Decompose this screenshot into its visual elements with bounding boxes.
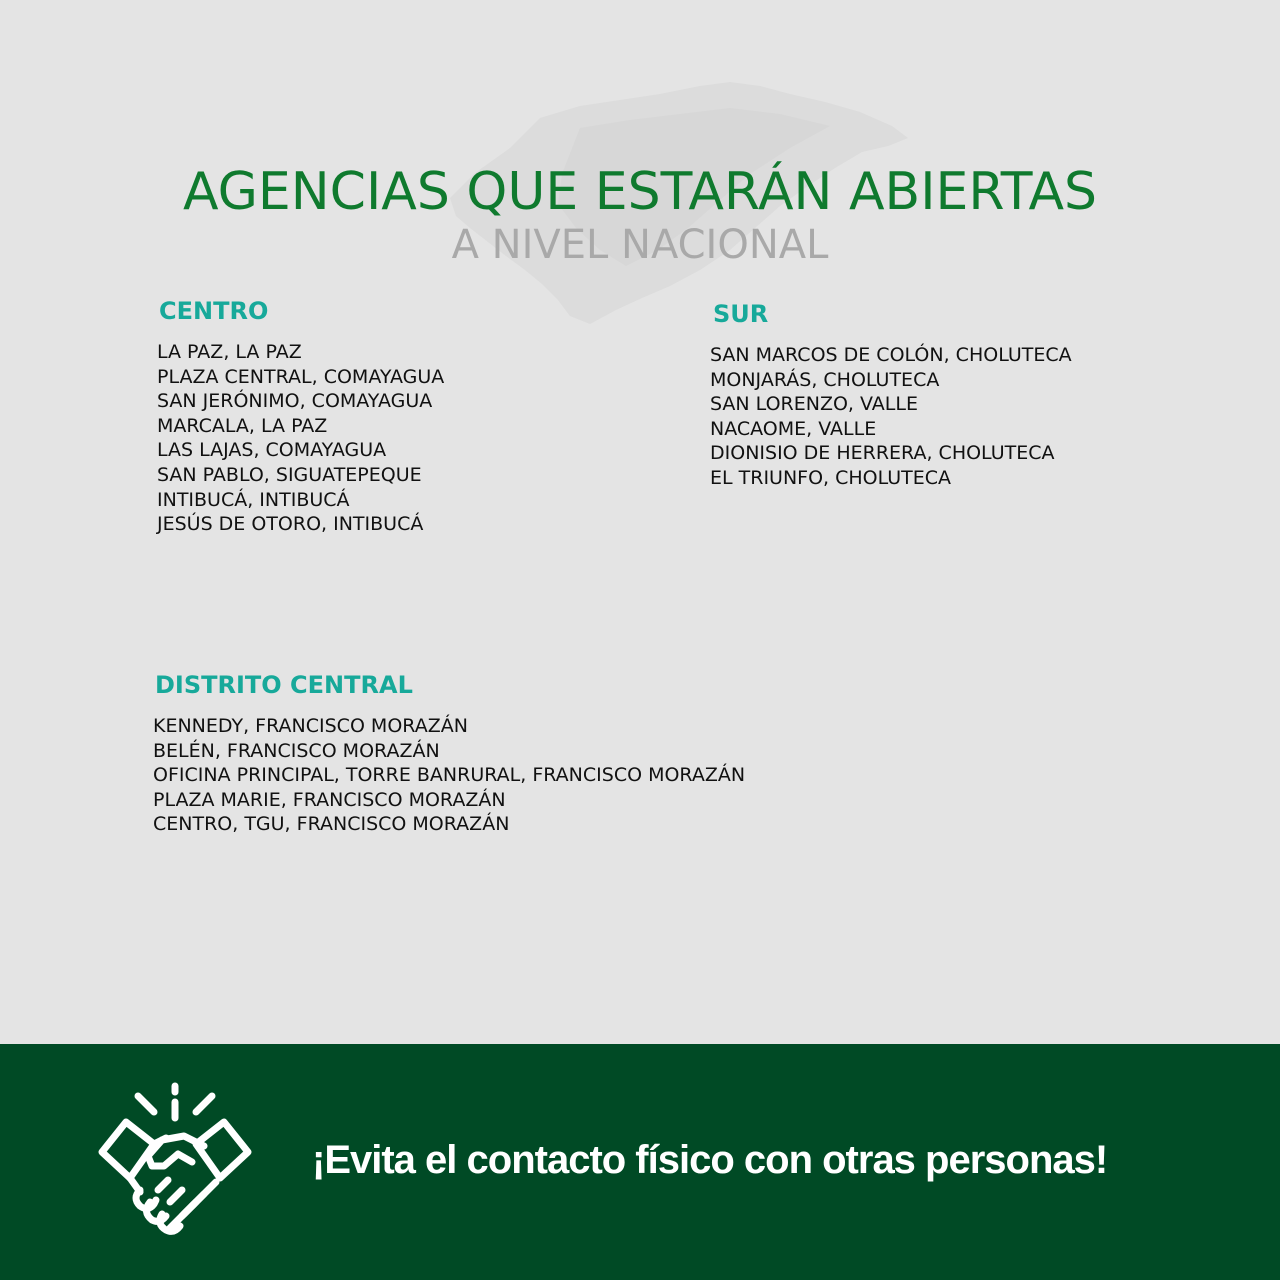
agency-item: PLAZA MARIE, FRANCISCO MORAZÁN bbox=[153, 788, 506, 811]
agency-item: INTIBUCÁ, INTIBUCÁ bbox=[157, 488, 350, 511]
region-centro bbox=[157, 296, 444, 537]
agency-item: SAN PABLO, SIGUATEPEQUE bbox=[157, 463, 422, 486]
agency-item: MARCALA, LA PAZ bbox=[157, 414, 328, 437]
agency-item: BELÉN, FRANCISCO MORAZÁN bbox=[153, 739, 440, 762]
agency-item: LA PAZ, LA PAZ bbox=[157, 341, 302, 363]
agency-item: SAN LORENZO, VALLE bbox=[710, 393, 918, 416]
agency-list-centro bbox=[157, 340, 444, 537]
agency-item: SAN JERÓNIMO, COMAYAGUA bbox=[157, 390, 433, 413]
agency-item: PLAZA CENTRAL, COMAYAGUA bbox=[157, 365, 445, 388]
footer-message: ¡Evita el contacto físico con otras personas! bbox=[312, 1138, 1108, 1182]
agency-list-distrito-central bbox=[153, 714, 745, 837]
page-title: AGENCIAS QUE ESTARÁN ABIERTAS bbox=[182, 162, 1098, 222]
agency-item: LAS LAJAS, COMAYAGUA bbox=[157, 439, 387, 462]
agency-item: EL TRIUNFO, CHOLUTECA bbox=[710, 466, 952, 489]
region-title-distrito-central: DISTRITO CENTRAL bbox=[155, 671, 413, 699]
footer-banner bbox=[0, 1044, 1280, 1280]
agency-item: CENTRO, TGU, FRANCISCO MORAZÁN bbox=[153, 813, 510, 836]
region-title-centro: CENTRO bbox=[159, 297, 269, 325]
agency-item: OFICINA PRINCIPAL, TORRE BANRURAL, FRANCISCO MORAZÁN bbox=[153, 764, 746, 787]
handshake-icon bbox=[96, 1082, 254, 1238]
agency-list-sur bbox=[710, 343, 1072, 491]
agency-item: KENNEDY, FRANCISCO MORAZÁN bbox=[153, 715, 468, 737]
agency-item: MONJARÁS, CHOLUTECA bbox=[710, 368, 940, 391]
page-subtitle: A NIVEL NACIONAL bbox=[451, 222, 829, 268]
region-title-sur: SUR bbox=[713, 300, 769, 328]
region-distrito-central bbox=[153, 670, 745, 837]
agency-item: SAN MARCOS DE COLÓN, CHOLUTECA bbox=[710, 344, 1072, 366]
region-sur bbox=[710, 299, 1072, 491]
agency-item: DIONISIO DE HERRERA, CHOLUTECA bbox=[710, 442, 1055, 465]
agency-item: NACAOME, VALLE bbox=[710, 417, 877, 440]
agency-item: JESÚS DE OTORO, INTIBUCÁ bbox=[157, 513, 424, 536]
